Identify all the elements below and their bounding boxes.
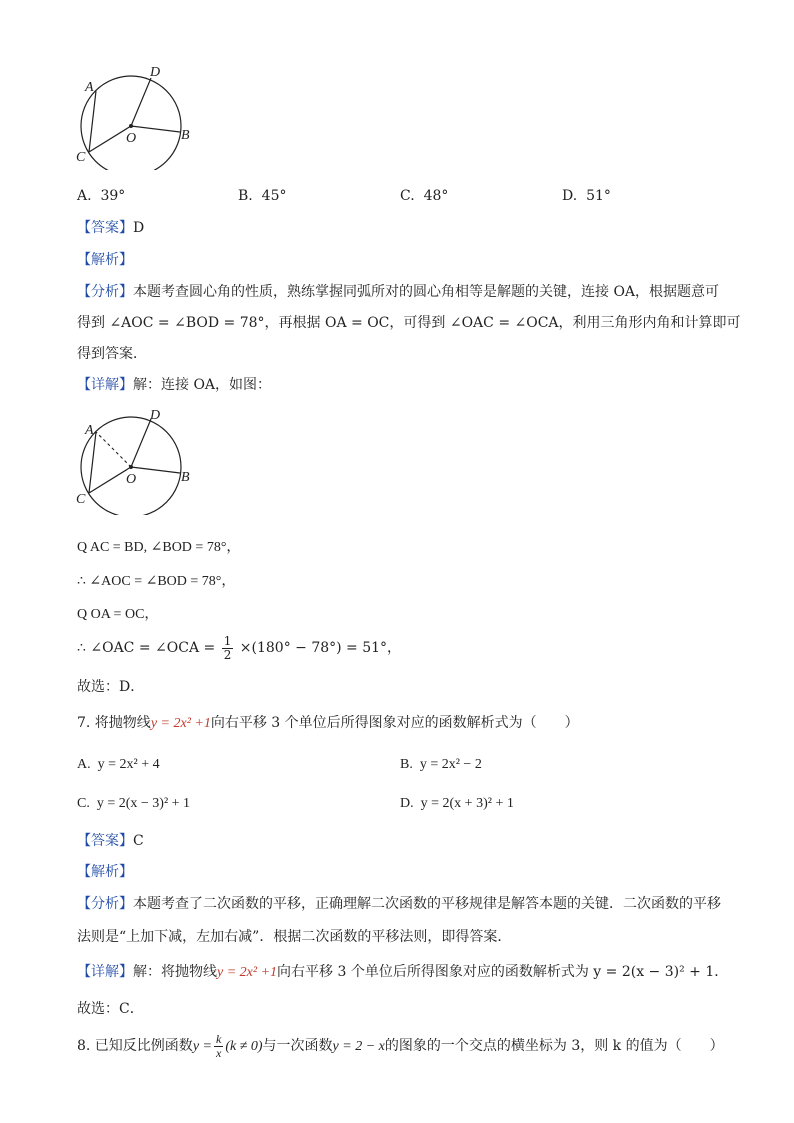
- label-b: B: [181, 128, 190, 143]
- segment-oa-dashed: [96, 432, 131, 467]
- segment-od: [131, 419, 151, 467]
- q6-fenxi-line2: 得到 ∠AOC = ∠BOD = 78°，再根据 OA = OC，可得到 ∠OAC = ∠OCA，利用三角形内角和计算即可: [77, 315, 741, 331]
- label-b: B: [181, 470, 190, 485]
- center-point: [129, 465, 133, 469]
- q7-stem: 7. 将抛物线y = 2x² +1向右平移 3 个单位后所得图象对应的函数解析式为（ ）: [77, 715, 579, 731]
- fraction-k-over-x: $\frac{k}{x}$: [215, 1031, 222, 1060]
- circle-outline: [81, 76, 181, 170]
- q6-step2: ∴ ∠AOC = ∠BOD = 78°，: [77, 574, 236, 589]
- q7-analysis-heading: 【解析】: [77, 864, 133, 880]
- q6-fenxi-line3: 得到答案．: [77, 346, 147, 362]
- q6-step1: Q AC = BD, ∠BOD = 78°，: [77, 540, 241, 555]
- center-point: [129, 124, 133, 128]
- label-c: C: [76, 492, 86, 507]
- segment-od: [131, 78, 151, 126]
- segment-oc: [89, 126, 131, 152]
- q7-option-d: D. y = 2(x + 3)² + 1: [400, 796, 514, 811]
- label-d: D: [150, 65, 161, 80]
- q6-step3: Q OA = OC，: [77, 607, 159, 622]
- label-d: D: [150, 408, 161, 423]
- q6-step4: ∴ ∠OAC = ∠OCA = $\frac{1}{2}$ ×(180° − 78°) = 51°，: [77, 633, 402, 662]
- label-o: O: [126, 472, 137, 487]
- q8-stem: 8. 已知反比例函数y = $\frac{k}{x}$ (k ≠ 0)与一次函数y = 2 − x的图象的一个交点的横坐标为 3，则 k 的值为（ ）: [77, 1031, 724, 1060]
- q7-fenxi-line1: 【分析】本题考查了二次函数的平移，正确理解二次函数的平移规律是解答本题的关键．二次函数的平移: [77, 896, 721, 912]
- q6-detail: 【详解】解：连接 OA，如图：: [77, 377, 272, 393]
- circle-figure-1: [70, 60, 210, 170]
- q6-option-c: C. 48°: [400, 188, 449, 204]
- label-a: A: [85, 423, 94, 438]
- q6-option-a: A. 39°: [77, 188, 126, 204]
- q6-analysis-heading: 【解析】: [77, 252, 133, 268]
- q6-option-b: B. 45°: [238, 188, 287, 204]
- q7-option-a: A. y = 2x² + 4: [77, 757, 160, 772]
- q6-option-d: D. 51°: [562, 188, 611, 204]
- q7-detail: 【详解】解：将抛物线y = 2x² +1向右平移 3 个单位后所得图象对应的函数解析式为 y = 2(x − 3)² + 1．: [77, 964, 729, 980]
- q6-fenxi-line1: 【分析】本题考查圆心角的性质，熟练掌握同弧所对的圆心角相等是解题的关键，连接 OA，根据题意可: [77, 284, 720, 300]
- label-c: C: [76, 150, 86, 165]
- q7-choose: 故选：C．: [77, 1001, 144, 1017]
- label-o: O: [126, 131, 137, 146]
- q6-answer: 【答案】D: [77, 220, 145, 236]
- segment-ob: [131, 126, 180, 132]
- q6-choose: 故选：D．: [77, 679, 145, 695]
- q7-option-c: C. y = 2(x − 3)² + 1: [77, 796, 191, 811]
- q7-fenxi-line2: 法则是“上加下减，左加右减”．根据二次函数的平移法则，即得答案．: [77, 929, 512, 945]
- chord-ac: [89, 91, 96, 152]
- q7-answer: 【答案】C: [77, 833, 144, 849]
- circle-figure-2: [70, 405, 210, 515]
- segment-oc: [89, 467, 131, 493]
- q7-option-b: B. y = 2x² − 2: [400, 757, 482, 772]
- label-a: A: [85, 80, 94, 95]
- fraction-one-half: $\frac{1}{2}$: [223, 633, 232, 662]
- chord-ac: [89, 432, 96, 493]
- segment-ob: [131, 467, 180, 473]
